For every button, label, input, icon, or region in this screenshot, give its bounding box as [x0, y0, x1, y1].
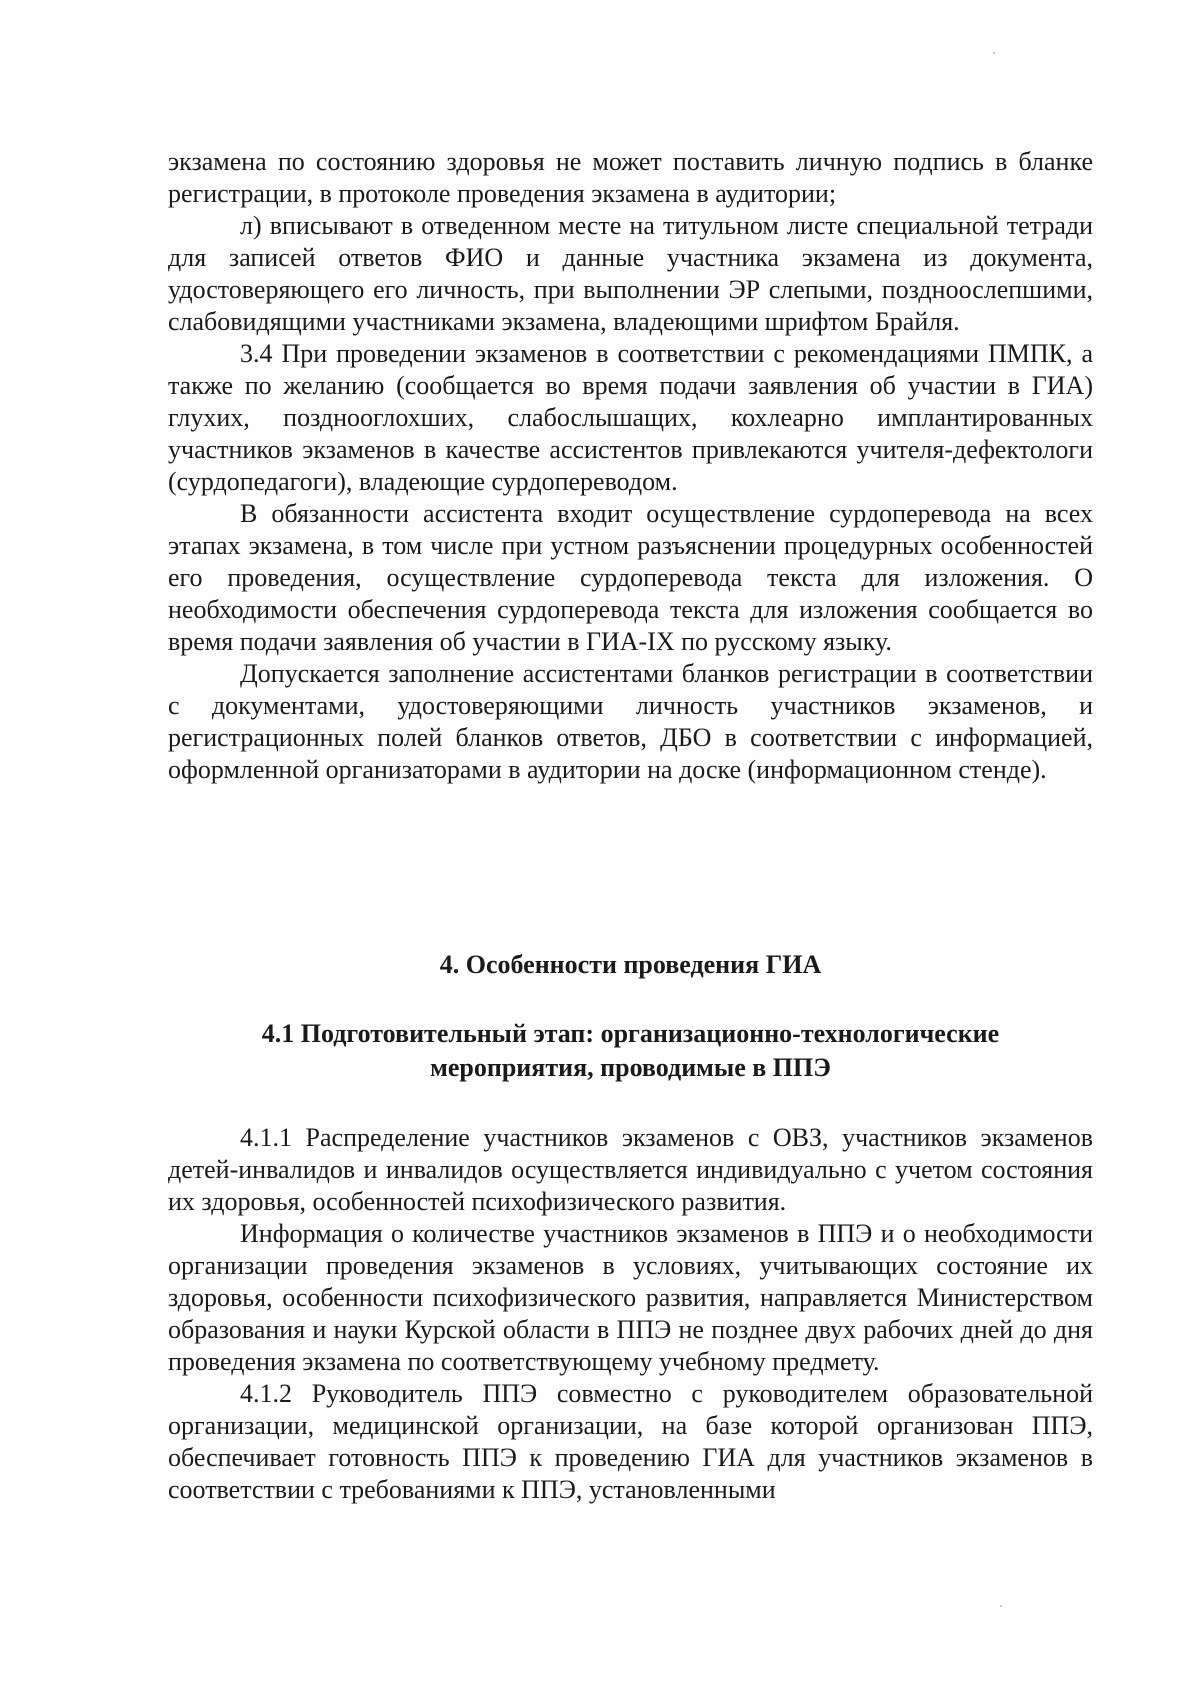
- text-block-bottom: [168, 1122, 1093, 1506]
- subsection-heading-line1: 4.1 Подготовительный этап: организационно-технологические: [261, 1019, 1000, 1048]
- scan-artifact: [993, 52, 995, 54]
- paragraph-continuation: экзамена по состоянию здоровья не может поставить личную подпись в бланке регистрации, в протоколе проведения экзамена в аудитории;: [168, 147, 1093, 208]
- paragraph-item-l: л) вписывают в отведенном месте на титульном листе специальной тетради для записей ответов ФИО и данные участника экзамена из документа, удостоверяющего его личность, при выполнении ЭР слепыми, поздноослепшими, слабовидящими участниками экзамена, владеющими шрифтом Брайля.: [168, 211, 1093, 336]
- section-heading: 4. Особенности проведения ГИА: [439, 950, 822, 979]
- paragraph-3-4: 3.4 При проведении экзаменов в соответствии с рекомендациями ПМПК, а также по желанию (сообщается во время подачи заявления об участии в ГИА) глухих, позднооглохших, слабослышащих, кохлеарно имплантированных участников экзаменов в качестве ассистентов привлекаются учителя-дефектологи (сурдопедагоги), владеющие сурдопереводом.: [168, 339, 1093, 496]
- subsection-heading: [168, 1017, 1093, 1085]
- paragraph-information: Информация о количестве участников экзаменов в ППЭ и о необходимости организации проведения экзаменов в условиях, учитывающих состояние их здоровья, особенности психофизического развития, направляется Министерством образования и науки Курской области в ППЭ не позднее двух рабочих дней до дня проведения экзамена по соответствующему учебному предмету.: [168, 1219, 1093, 1376]
- paragraph-4-1-1: 4.1.1 Распределение участников экзаменов с ОВЗ, участников экзаменов детей-инвалидов и инвалидов осуществляется индивидуально с учетом состояния их здоровья, особенностей психофизического развития.: [168, 1123, 1093, 1216]
- paragraph-assistant-duties: В обязанности ассистента входит осуществление сурдоперевода на всех этапах экзамена, в том числе при устном разъяснении процедурных особенностей его проведения, осуществление сурдоперевода текста для изложения. О необходимости обеспечения сурдоперевода текста для изложения сообщается во время подачи заявления об участии в ГИА-IX по русскому языку.: [168, 499, 1093, 656]
- text-block-top: [168, 146, 1093, 786]
- subsection-heading-line2: мероприятия, проводимые в ППЭ: [430, 1053, 831, 1082]
- paragraph-forms-filling: Допускается заполнение ассистентами бланков регистрации в соответствии с документами, удостоверяющими личность участников экзаменов, и регистрационных полей бланков ответов, ДБО в соответствии с информацией, оформленной организаторами в аудитории на доске (информационном стенде).: [168, 659, 1093, 784]
- scan-artifact: [1000, 1605, 1002, 1607]
- paragraph-4-1-2: 4.1.2 Руководитель ППЭ совместно с руководителем образовательной организации, медицинской организации, на базе которой организован ППЭ, обеспечивает готовность ППЭ к проведению ГИА для участников экзаменов в соответствии с требованиями к ППЭ, установленными: [168, 1379, 1093, 1504]
